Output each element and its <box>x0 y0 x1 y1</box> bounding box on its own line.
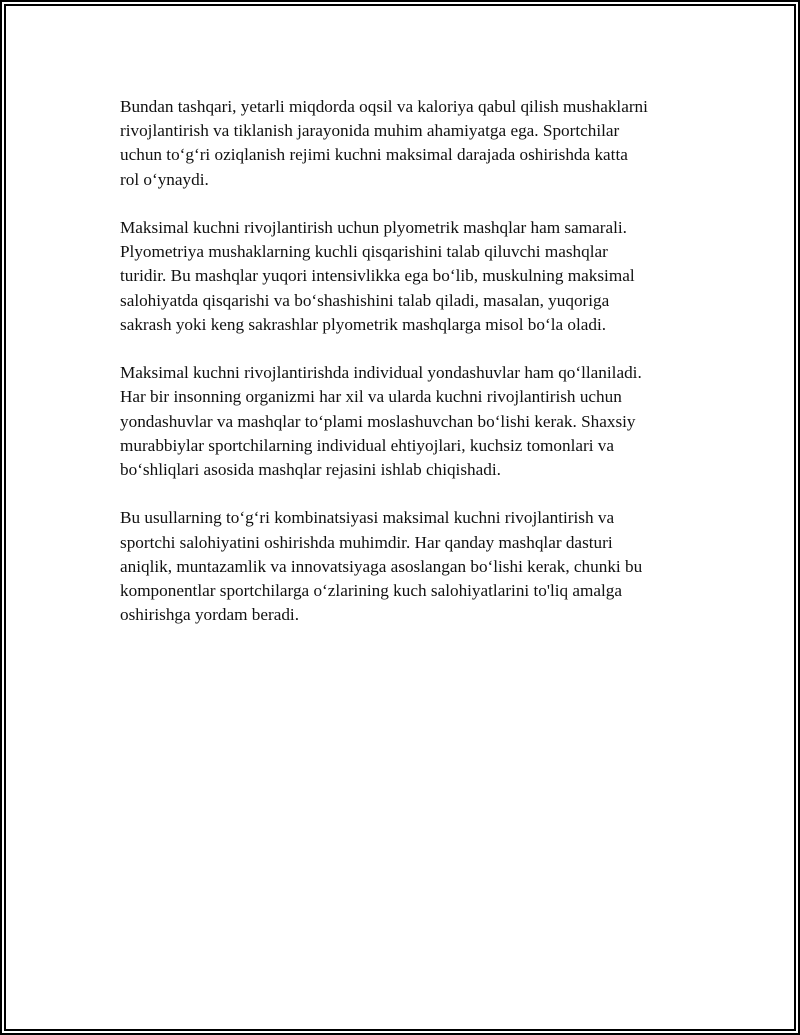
text-line: bo‘shliqlari asosida mashqlar rejasini ishlab chiqishadi. <box>120 460 501 480</box>
paragraph-2 <box>120 216 700 337</box>
text-line: uchun to‘g‘ri oziqlanish rejimi kuchni maksimal darajada oshirishda katta <box>120 145 628 165</box>
text-line: Maksimal kuchni rivojlantirishda individual yondashuvlar ham qo‘llaniladi. <box>120 363 642 383</box>
text-line: Maksimal kuchni rivojlantirish uchun plyometrik mashqlar ham samarali. <box>120 218 627 237</box>
text-line: sportchi salohiyatini oshirishda muhimdir. Har qanday mashqlar dasturi <box>120 532 613 552</box>
text-line: Plyometriya mushaklarning kuchli qisqarishini talab qiluvchi mashqlar <box>120 242 608 262</box>
text-line: komponentlar sportchilarga o‘zlarining kuch salohiyatlarini to'liq amalga <box>120 581 623 601</box>
text-line: Bundan tashqari, yetarli miqdorda oqsil va kaloriya qabul qilish mushaklarni <box>120 97 648 116</box>
text-line: aniqlik, muntazamlik va innovatsiyaga asoslangan bo‘lishi kerak, chunki bu <box>120 556 643 576</box>
text-line: Bu usullarning to‘g‘ri kombinatsiyasi maksimal kuchni rivojlantirish va <box>120 508 615 528</box>
document-body <box>120 95 700 652</box>
text-line: sakrash yoki keng sakrashlar plyometrik mashqlarga misol bo‘la oladi. <box>120 314 607 334</box>
text-line: yondashuvlar va mashqlar to‘plami moslashuvchan bo‘lishi kerak. Shaxsiy <box>120 411 636 431</box>
paragraph-4 <box>120 506 700 627</box>
text-line: rivojlantirish va tiklanish jarayonida muhim ahamiyatga ega. Sportchilar <box>120 121 620 141</box>
text-line: rol o‘ynaydi. <box>120 169 209 189</box>
text-line: salohiyatda qisqarishi va bo‘shashishini talab qiladi, masalan, yuqoriga <box>120 290 610 310</box>
paragraph-1 <box>120 95 700 192</box>
text-line: turidir. Bu mashqlar yuqori intensivlikka ega bo‘lib, muskulning maksimal <box>120 266 635 286</box>
text-line: murabbiylar sportchilarning individual ehtiyojlari, kuchsiz tomonlari va <box>120 435 615 455</box>
text-line: oshirishga yordam beradi. <box>120 605 299 625</box>
paragraph-3 <box>120 361 700 482</box>
text-line: Har bir insonning organizmi har xil va ularda kuchni rivojlantirish uchun <box>120 387 622 407</box>
